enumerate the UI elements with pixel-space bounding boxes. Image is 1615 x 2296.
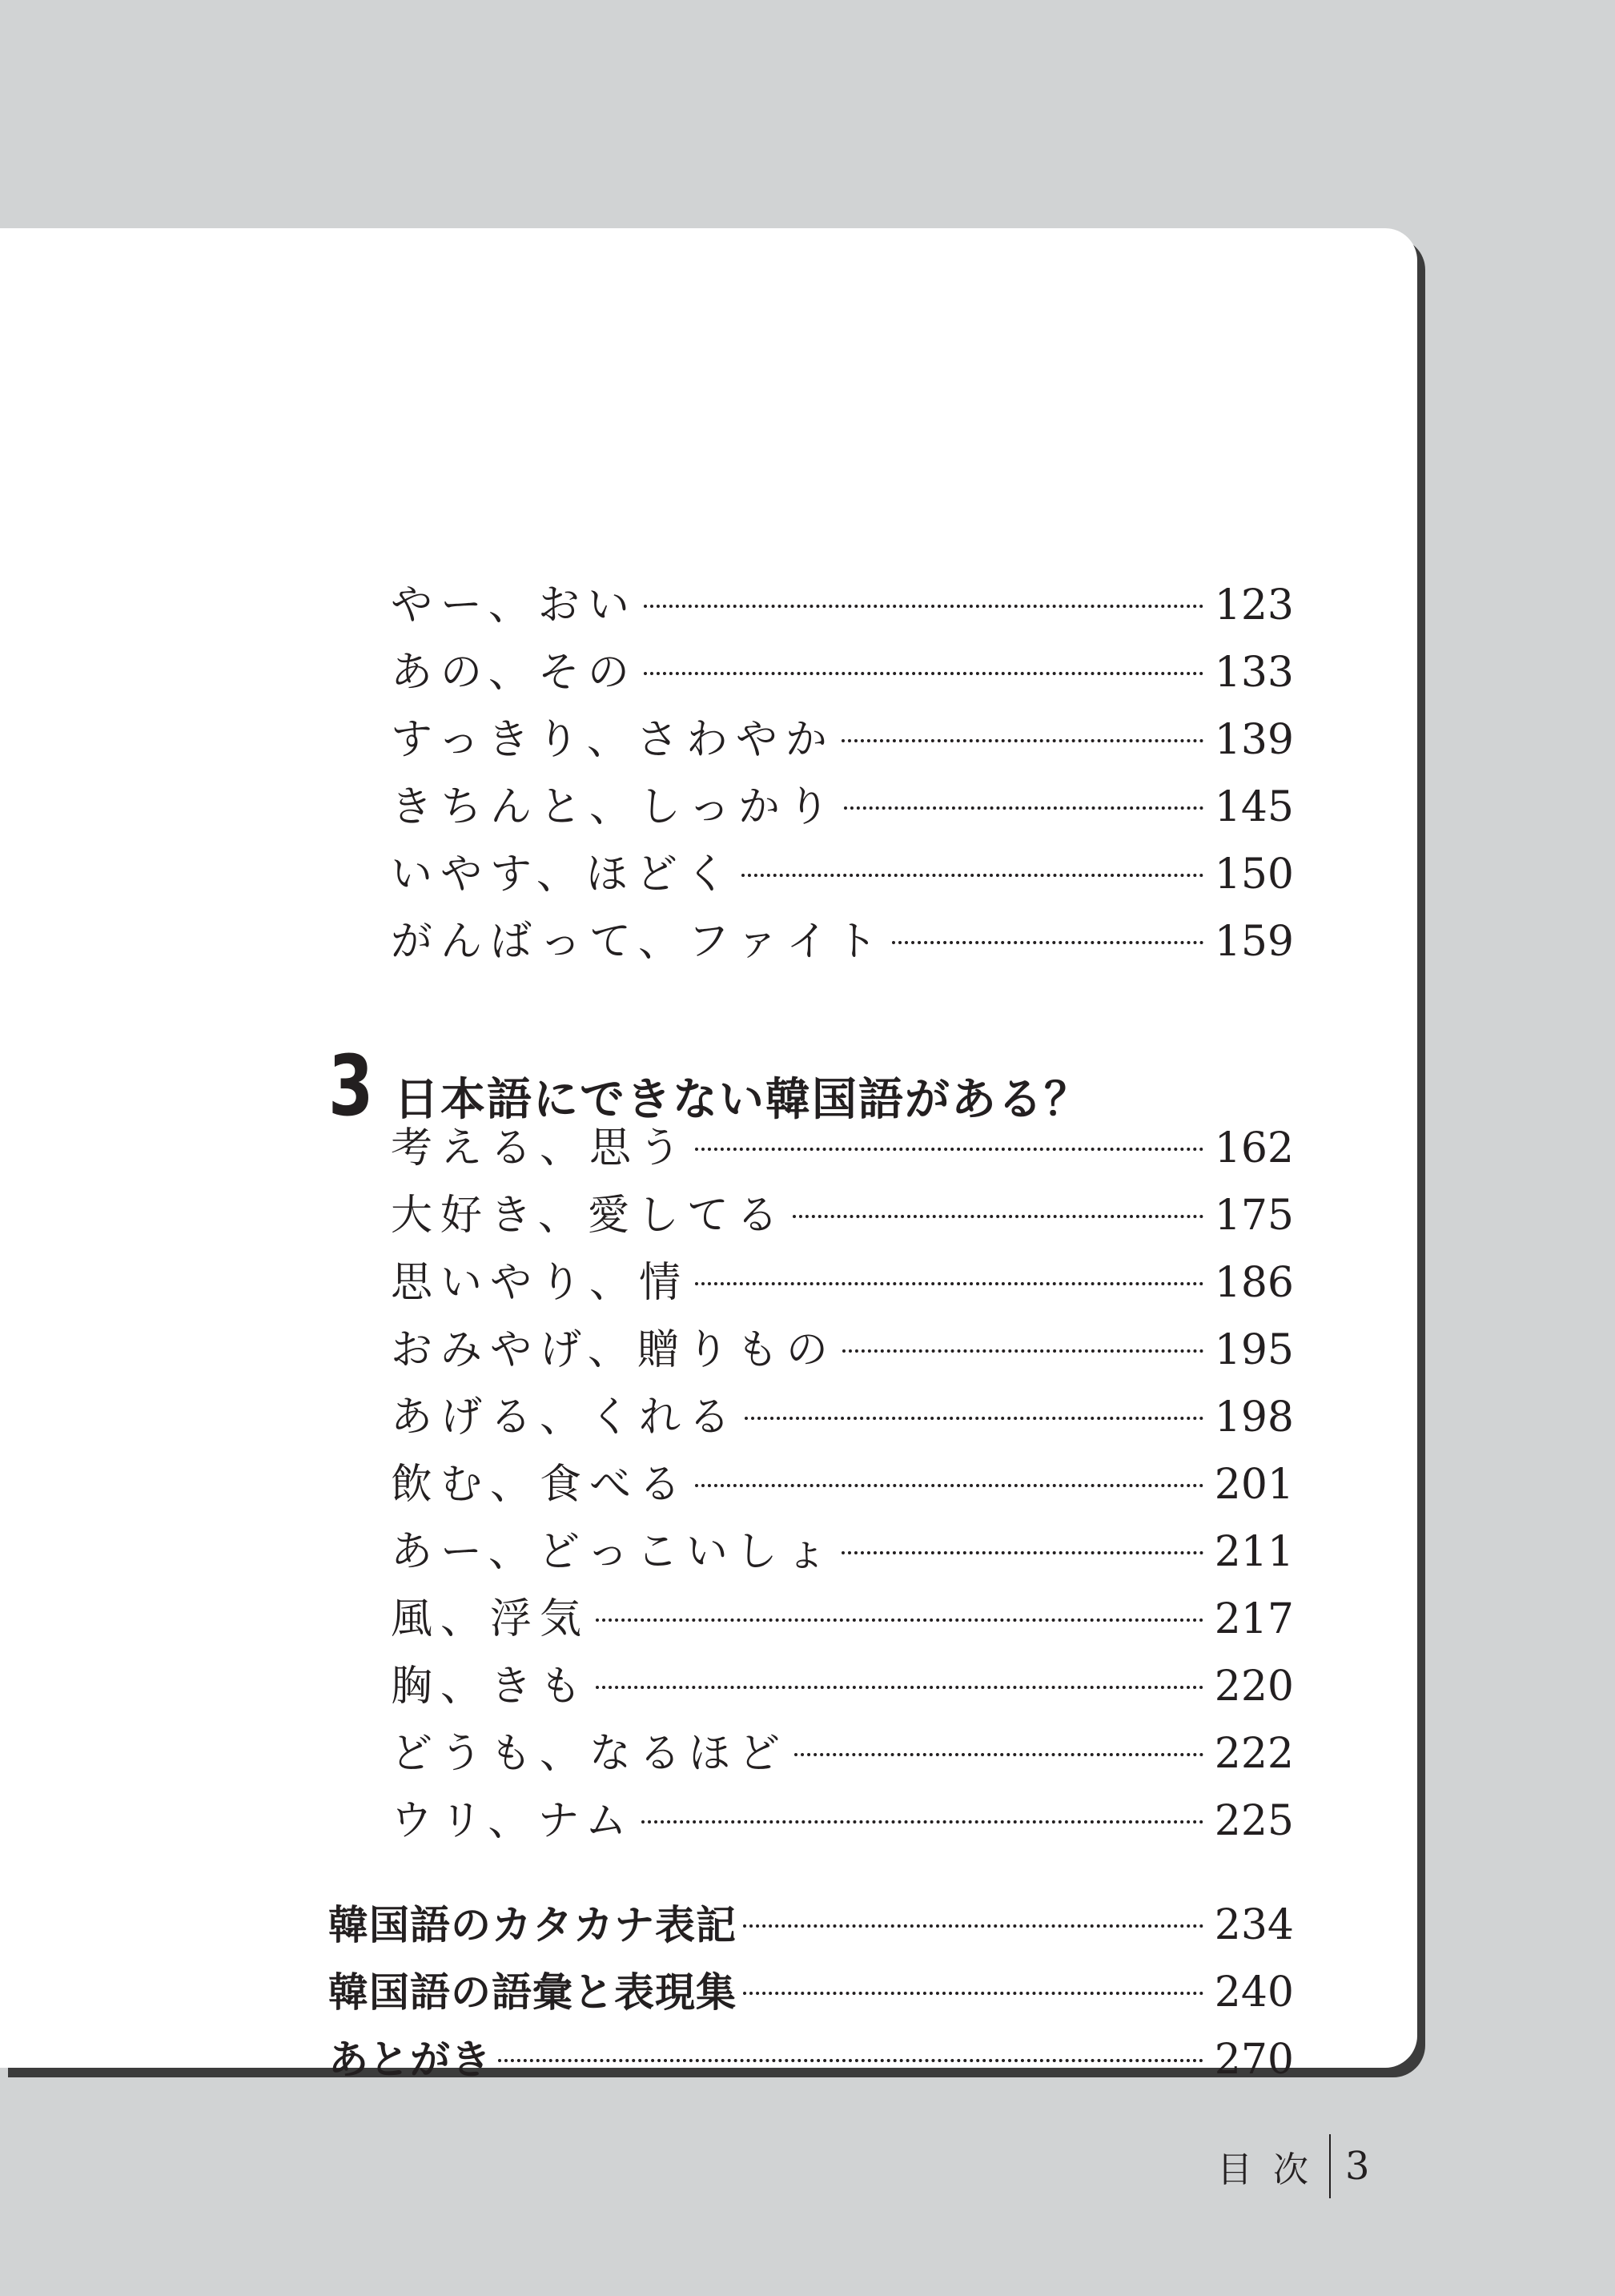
toc-entry[interactable] [391, 645, 1294, 701]
toc-entry-label: あとがき [328, 2037, 492, 2083]
dot-leader [695, 1282, 1203, 1285]
toc-entry-page: 234 [1214, 1901, 1294, 1949]
chapter-heading[interactable] [328, 1037, 1091, 1135]
chapter-number: 3 [328, 1037, 374, 1135]
toc-entry[interactable] [391, 1188, 1294, 1244]
toc-entry[interactable] [391, 1793, 1294, 1849]
dot-leader [644, 672, 1203, 675]
toc-entry[interactable] [391, 914, 1294, 970]
toc-entry-page: 139 [1214, 716, 1294, 764]
toc-entry[interactable] [391, 1591, 1294, 1647]
toc-entry[interactable] [391, 577, 1294, 633]
toc-entry-page: 133 [1214, 649, 1294, 697]
toc-entry-label: ウリ、ナム [391, 1797, 635, 1845]
toc-entry-page: 225 [1214, 1797, 1294, 1845]
dot-leader [596, 1686, 1203, 1689]
toc-entry[interactable] [391, 1726, 1294, 1782]
toc-entry-page: 220 [1214, 1663, 1294, 1711]
toc-entry-page: 217 [1214, 1595, 1294, 1643]
toc-entry-page: 175 [1214, 1192, 1294, 1240]
toc-entry[interactable] [391, 1457, 1294, 1513]
toc-entry-label: 飲む、食べる [391, 1461, 689, 1509]
toc-entry-label: 風、浮気 [391, 1595, 590, 1643]
toc-entry-page: 186 [1214, 1259, 1294, 1307]
toc-entry-label: やー、おい [391, 581, 637, 629]
toc-entry[interactable] [391, 712, 1294, 768]
toc-entry[interactable] [391, 1389, 1294, 1446]
toc-entry-page: 198 [1214, 1393, 1294, 1442]
toc-entry-label: いやす、ほどく [391, 850, 735, 899]
toc-major-entry[interactable] [328, 1897, 1294, 1953]
toc-entry-label: がんばって、ファイト [391, 918, 886, 966]
toc-entry-page: 222 [1214, 1730, 1294, 1778]
toc-entry-label: あげる、くれる [391, 1393, 739, 1442]
chapter-title: 日本語にできない韓国語がある？ [394, 1074, 1091, 1126]
dot-leader [892, 941, 1203, 944]
dot-leader [844, 806, 1203, 810]
toc-entry-label: 韓国語の語彙と表現集 [328, 1969, 737, 2016]
dot-leader [641, 1820, 1203, 1824]
toc-major-entry[interactable] [328, 2032, 1294, 2088]
dot-leader [743, 1992, 1203, 1995]
toc-entry-label: きちんと、しっかり [391, 783, 838, 831]
toc-entry-label: 韓国語のカタカナ表記 [328, 1902, 737, 1948]
toc-entry-page: 145 [1214, 783, 1294, 831]
toc-entry-label: あー、どっこいしょ [391, 1528, 835, 1576]
toc-entry-label: おみやげ、贈りもの [391, 1326, 836, 1374]
dot-leader [695, 1148, 1203, 1151]
toc-entry[interactable] [391, 779, 1294, 835]
dot-leader [741, 874, 1203, 877]
toc-entry-label: 大好き、愛してる [391, 1192, 786, 1240]
toc-entry-page: 211 [1214, 1528, 1294, 1576]
dot-leader [743, 1924, 1203, 1928]
toc-entry[interactable] [391, 1524, 1294, 1580]
toc-entry-label: 胸、きも [391, 1663, 590, 1711]
toc-entry-page: 195 [1214, 1326, 1294, 1374]
toc-entry-page: 159 [1214, 918, 1294, 966]
dot-leader [793, 1215, 1203, 1218]
toc-entry[interactable] [391, 1659, 1294, 1715]
toc-entry-page: 270 [1214, 2036, 1294, 2084]
toc-entry-page: 201 [1214, 1461, 1294, 1509]
dot-leader [498, 2059, 1203, 2062]
page-number: 3 [1345, 2144, 1370, 2189]
dot-leader [794, 1753, 1203, 1756]
dot-leader [842, 739, 1203, 742]
toc-entry-page: 162 [1214, 1124, 1294, 1172]
toc-entry-label: どうも、なるほど [391, 1730, 789, 1778]
toc-entry-page: 150 [1214, 850, 1294, 899]
toc-entry[interactable] [391, 1120, 1294, 1176]
dot-leader [644, 605, 1203, 608]
toc-entry[interactable] [391, 846, 1294, 903]
page-footer [1217, 2134, 1370, 2198]
toc-entry-label: 思いやり、情 [391, 1259, 689, 1307]
dot-leader [745, 1417, 1203, 1420]
section-label: 目次 [1217, 2149, 1329, 2190]
toc-panel [0, 228, 1417, 2084]
dot-leader [842, 1551, 1203, 1554]
toc-entry[interactable] [391, 1255, 1294, 1311]
dot-leader [842, 1349, 1203, 1353]
toc-entry-page: 240 [1214, 1968, 1294, 2017]
toc-entry-page: 123 [1214, 581, 1294, 629]
dot-leader [596, 1618, 1203, 1622]
toc-major-entry[interactable] [328, 1964, 1294, 2021]
dot-leader [695, 1484, 1203, 1487]
toc-entry-label: あの、その [391, 649, 637, 697]
toc-entry-label: 考える、思う [391, 1124, 689, 1172]
toc-entry[interactable] [391, 1322, 1294, 1378]
footer-divider [1329, 2134, 1331, 2198]
toc-entry-label: すっきり、さわやか [391, 716, 835, 764]
